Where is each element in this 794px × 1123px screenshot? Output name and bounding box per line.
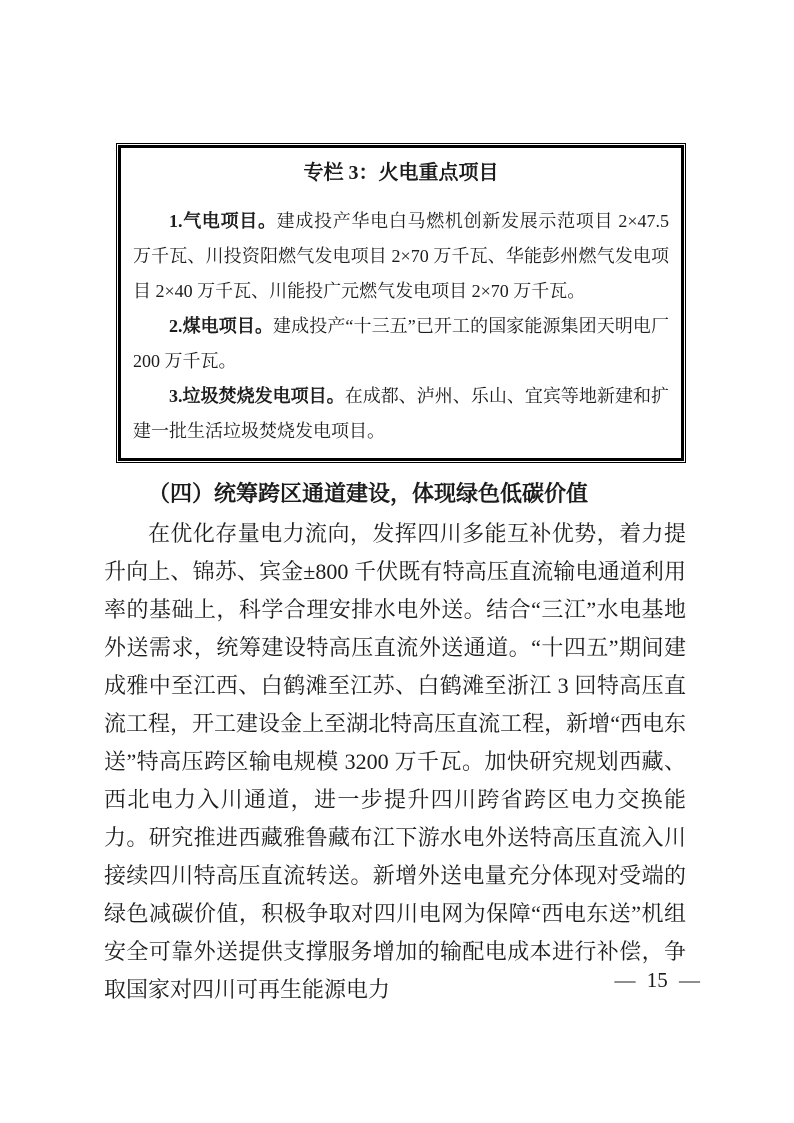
highlight-box-inner (118, 145, 684, 461)
box-item-text: 建成投产华电白马燃机创新发展示范项目 2×47.5 万千瓦、川投资阳燃气发电项目 2×70 万千瓦、华能彭州燃气发电项目 2×40 万千瓦、川能投广元燃气发电项目 2×70 万千瓦。 (133, 211, 670, 301)
box-item-text: 建成投产“十三五”已开工的国家能源集团天明电厂 200 万千瓦。 (133, 316, 669, 371)
box-item-label: 2.煤电项目。 (169, 316, 274, 336)
section-heading: （四）统筹跨区通道建设，体现绿色低碳价值 (148, 481, 589, 506)
box-item-gas-power (133, 204, 669, 309)
box-item-label: 3.垃圾焚烧发电项目。 (169, 386, 345, 406)
box-item-text: 在成都、泸州、乐山、宜宾等地新建和扩建一批生活垃圾焚烧发电项目。 (133, 386, 670, 441)
box-item-coal-power (133, 309, 669, 379)
page-number: — 15 — (614, 968, 700, 992)
highlight-box (116, 143, 686, 463)
highlight-box-title: 专栏 3：火电重点项目 (303, 162, 499, 184)
box-item-label: 1.气电项目。 (169, 211, 277, 231)
body-paragraph: 在优化存量电力流向，发挥四川多能互补优势，着力提升向上、锦苏、宾金±800 千伏既有特高压直流输电通道利用率的基础上，科学合理安排水电外送。结合“三江”水电基地外送需求，统筹建设特高压直流外送通道。“十四五”期间建成雅中至江西、白鹤滩至江苏、白鹤滩至浙江 3 回特高压直流工程，开工建设金上至湖北特高压直流工程，新增“西电东送”特高压跨区输电规模 3200 万千瓦。加快研究规划西藏、西北电力入川通道，进一步提升四川跨省跨区电力交换能力。研究推进西藏雅鲁藏布江下游水电外送特高压直流入川接续四川特高压直流转送。新增外送电量充分体现对受端的绿色减碳价值，积极争取对四川电网为保障“西电东送”机组安全可靠外送提供支撑服务增加的输配电成本进行补偿，争取国家对四川可再生能源电力 (104, 521, 686, 1002)
box-item-waste-incineration (133, 379, 669, 449)
